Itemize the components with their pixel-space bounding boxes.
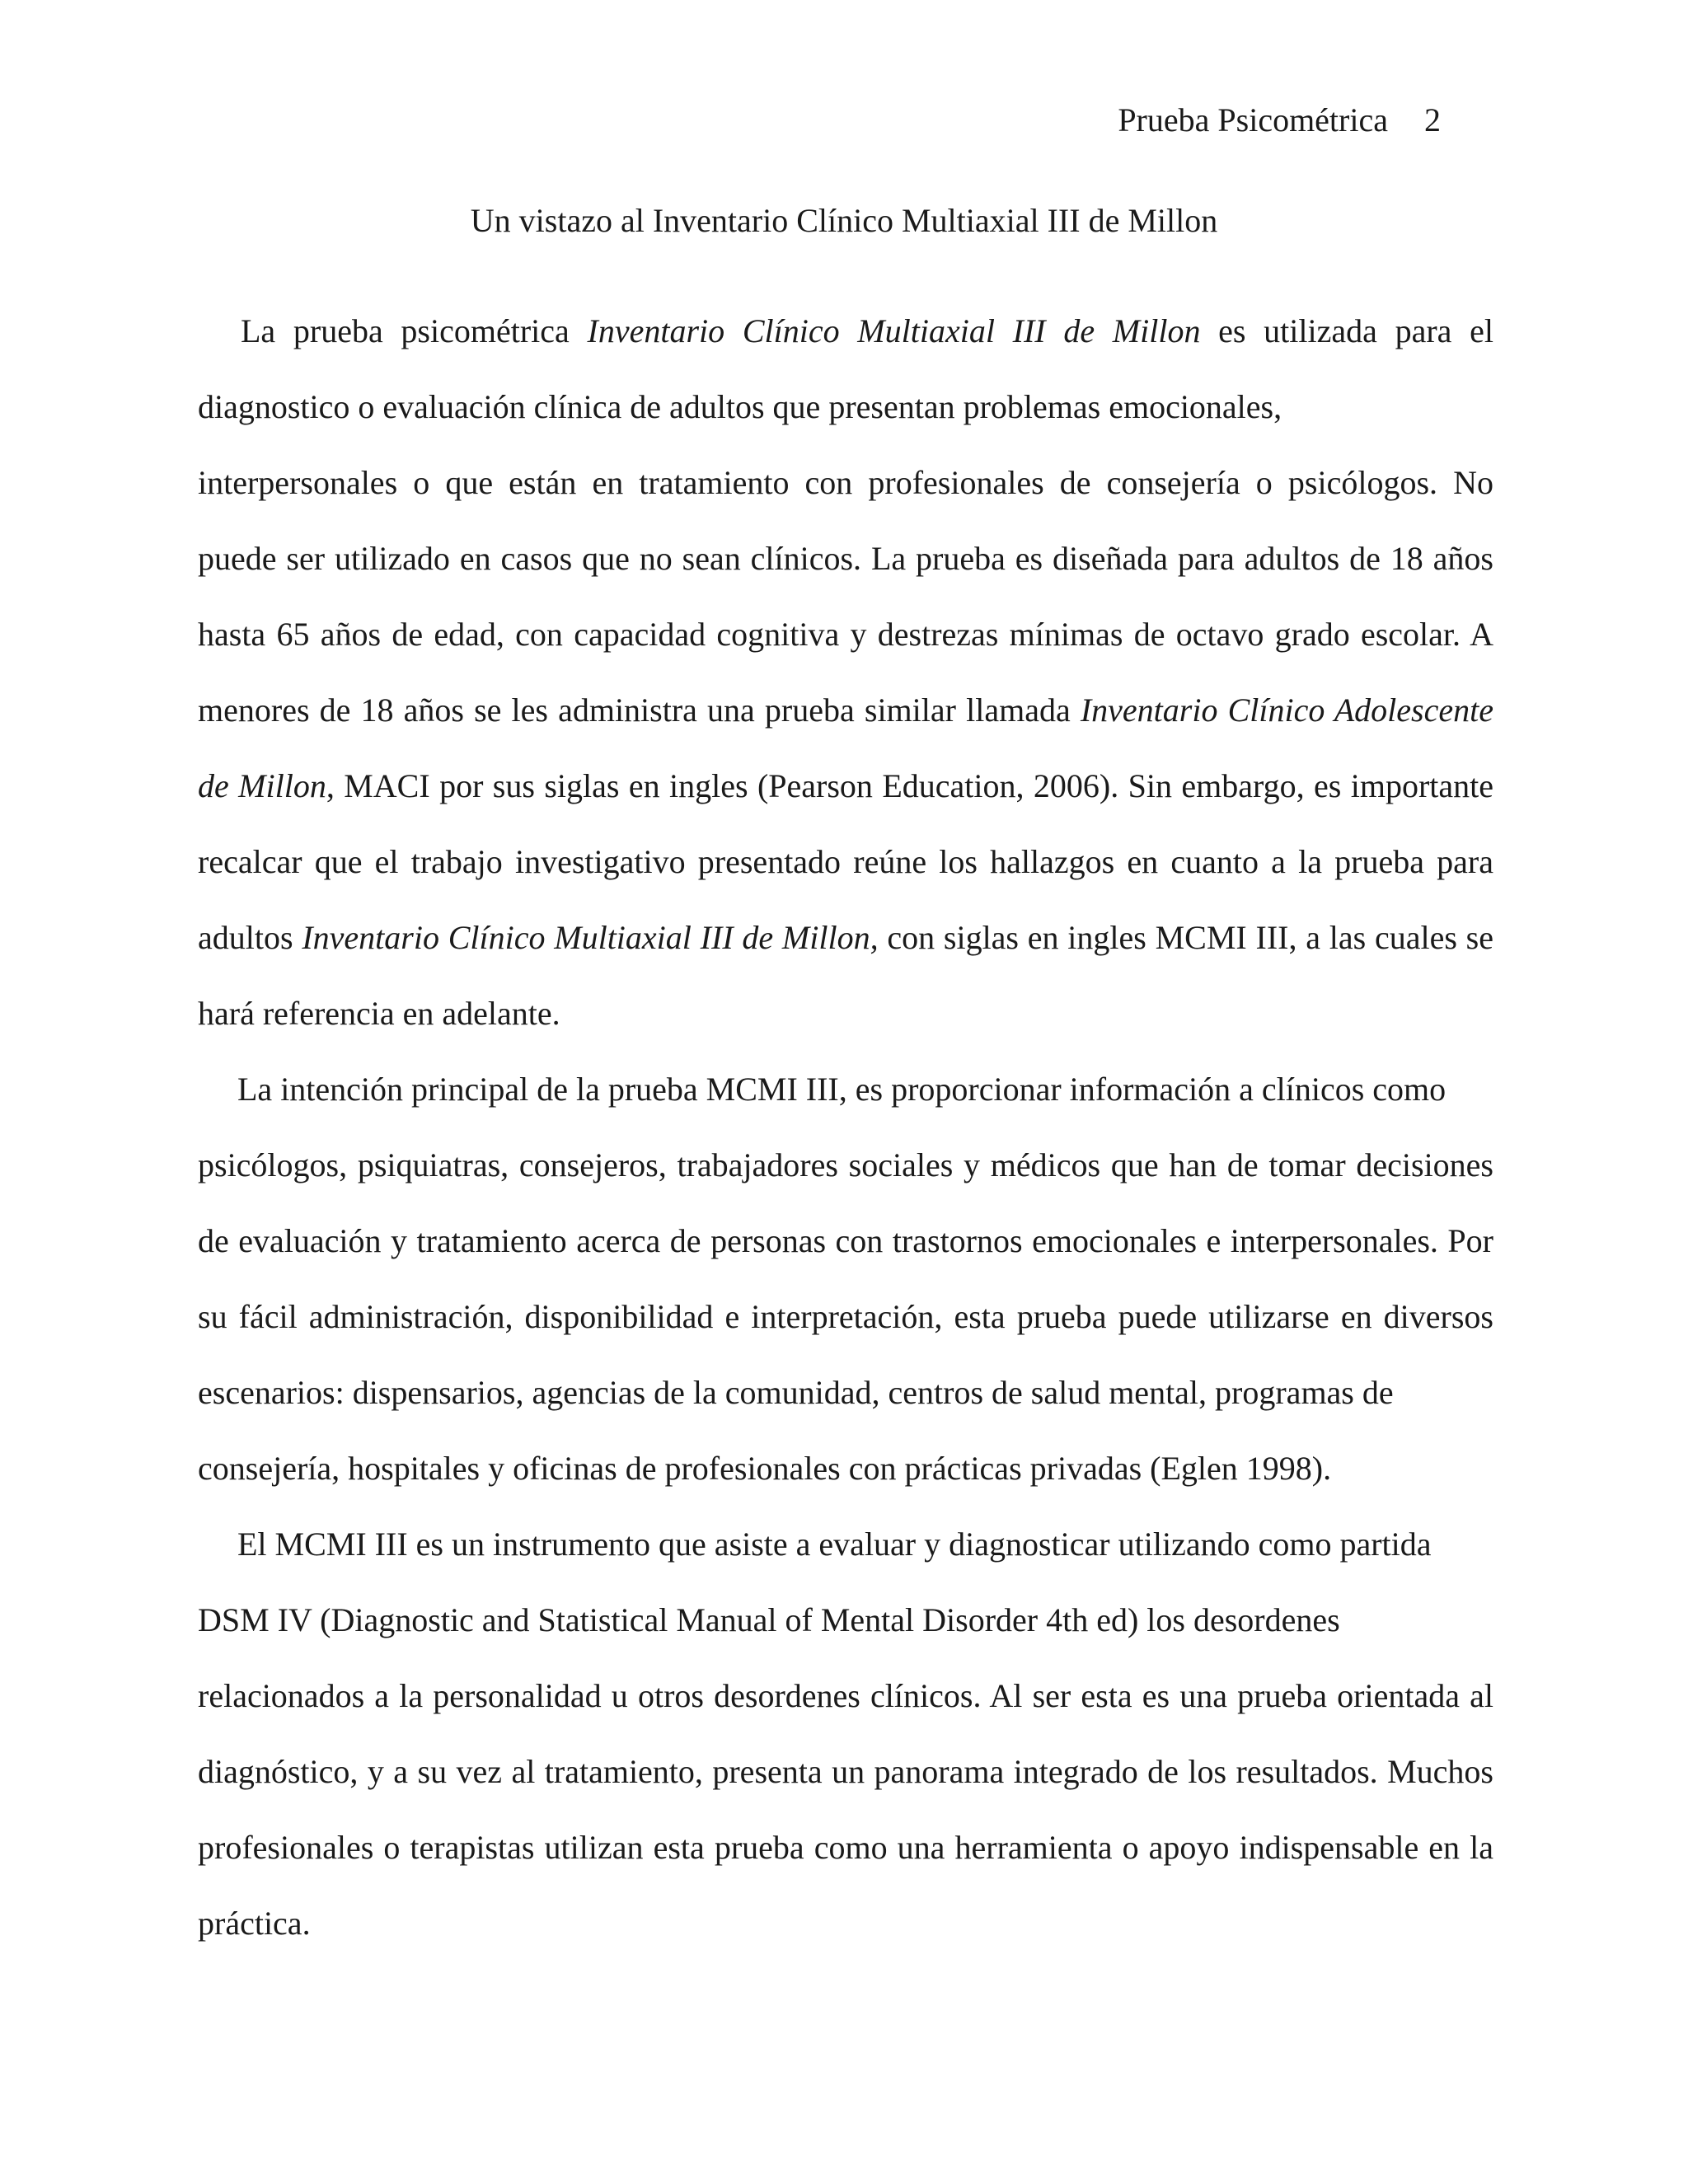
page-number: 2 [1424,101,1441,138]
paragraph-3-line-4: diagnóstico, y a su vez al tratamiento, presenta un panorama integrado de los resultados. Muchos [198,1753,1493,1790]
paragraph-1-line-3: interpersonales o que están en tratamiento con profesionales de consejería o psicólogos. No [198,464,1493,501]
document-title: Un vistazo al Inventario Clínico Multiaxial III de Millon [470,202,1218,239]
paragraph-3-line-1: El MCMI III es un instrumento que asiste a evaluar y diagnosticar utilizando como partida [237,1526,1432,1563]
paragraph-3-line-6: práctica. [198,1905,311,1942]
paragraph-1-line-5: hasta 65 años de edad, con capacidad cognitiva y destrezas mínimas de octavo grado escolar. A [198,616,1493,653]
body-text [198,308,1493,1976]
paragraph-1-line-2: diagnostico o evaluación clínica de adultos que presentan problemas emocionales, [198,388,1282,425]
paragraph-3-line-3: relacionados a la personalidad u otros desordenes clínicos. Al ser esta es una prueba orientada al [198,1677,1493,1714]
paragraph-2-line-1: La intención principal de la prueba MCMI III, es proporcionar información a clínicos como [237,1071,1447,1108]
paragraph-2-line-5: escenarios: dispensarios, agencias de la comunidad, centros de salud mental, programas de [198,1374,1394,1411]
running-head-title: Prueba Psicométrica [1118,101,1388,138]
paragraph-2-line-6: consejería, hospitales y oficinas de profesionales con prácticas privadas (Eglen 1998). [198,1450,1332,1487]
paragraph-1-line-8: recalcar que el trabajo investigativo presentado reúne los hallazgos en cuanto a la prueba para [198,843,1493,880]
paragraph-1-line-4: puede ser utilizado en casos que no sean clínicos. La prueba es diseñada para adultos de 18 años [198,540,1493,577]
paragraph-1-line-6: menores de 18 años se les administra una prueba similar llamada Inventario Clínico Adolescente [198,691,1493,729]
paragraph-1-line-7: de Millon, MACI por sus siglas en ingles (Pearson Education, 2006). Sin embargo, es importante [198,767,1494,804]
paragraph-3-line-5: profesionales o terapistas utilizan esta prueba como una herramienta o apoyo indispensable en la [198,1829,1493,1866]
paragraph-1-line-1: La prueba psicométrica Inventario Clínico Multiaxial III de Millon es utilizada para el [241,312,1494,349]
paragraph-2-line-2: psicólogos, psiquiatras, consejeros, trabajadores sociales y médicos que han de tomar decisiones [198,1146,1493,1183]
paragraph-1-line-10: hará referencia en adelante. [198,995,560,1032]
paragraph-1-line-9: adultos Inventario Clínico Multiaxial III de Millon, con siglas en ingles MCMI III, a las cuales se [198,919,1493,956]
paragraph-2-line-4: su fácil administración, disponibilidad e interpretación, esta prueba puede utilizarse en diversos [198,1298,1493,1335]
paragraph-3-line-2: DSM IV (Diagnostic and Statistical Manual of Mental Disorder 4th ed) los desordenes [198,1601,1340,1638]
running-head [1118,97,1441,143]
paragraph-2-line-3: de evaluación y tratamiento acerca de personas con trastornos emocionales e interpersonales. Por [198,1222,1493,1259]
